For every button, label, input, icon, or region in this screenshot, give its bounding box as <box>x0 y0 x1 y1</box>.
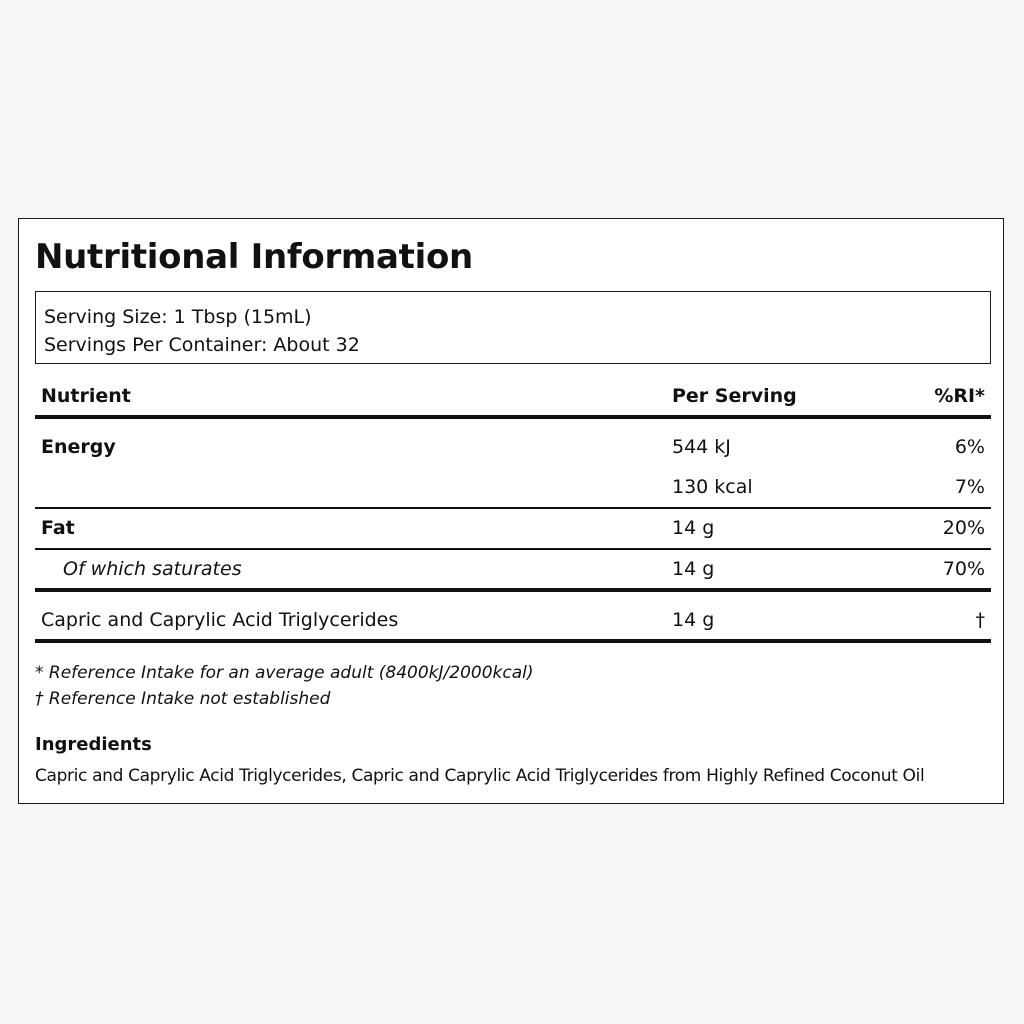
footnote-ri: * Reference Intake for an average adult (8400kJ/2000kcal) <box>35 663 534 683</box>
saturates-value: 14 g <box>672 558 715 580</box>
triglycerides-ri: † <box>975 609 985 631</box>
energy-kj-ri: 6% <box>954 436 985 458</box>
footnote-not-established: † Reference Intake not established <box>35 689 331 709</box>
serving-info-box <box>35 291 991 364</box>
header-nutrient: Nutrient <box>41 385 131 407</box>
triglycerides-value: 14 g <box>672 609 715 631</box>
header-ri: %RI* <box>934 385 985 407</box>
energy-kcal-ri: 7% <box>954 476 985 498</box>
nutrition-label <box>18 218 1004 804</box>
fat-value: 14 g <box>672 517 715 539</box>
row-divider <box>35 548 991 550</box>
energy-kj-value: 544 kJ <box>672 436 731 458</box>
label-title: Nutritional Information <box>35 237 473 277</box>
nutrient-triglycerides: Capric and Caprylic Acid Triglycerides <box>41 609 399 631</box>
servings-per-container: Servings Per Container: About 32 <box>44 334 360 356</box>
nutrient-fat: Fat <box>41 517 75 539</box>
header-per-serving: Per Serving <box>672 385 797 407</box>
serving-size: Serving Size: 1 Tbsp (15mL) <box>44 306 312 328</box>
saturates-ri: 70% <box>942 558 985 580</box>
ingredients-heading: Ingredients <box>35 734 152 755</box>
nutrient-saturates: Of which saturates <box>63 558 242 580</box>
section-rule <box>35 588 991 592</box>
header-rule <box>35 415 991 419</box>
bottom-rule <box>35 639 991 643</box>
fat-ri: 20% <box>942 517 985 539</box>
ingredients-text: Capric and Caprylic Acid Triglycerides, Capric and Caprylic Acid Triglycerides from Highly Refined Coconut Oil <box>35 766 925 786</box>
row-divider <box>35 507 991 509</box>
energy-kcal-value: 130 kcal <box>672 476 753 498</box>
nutrient-energy: Energy <box>41 436 116 458</box>
